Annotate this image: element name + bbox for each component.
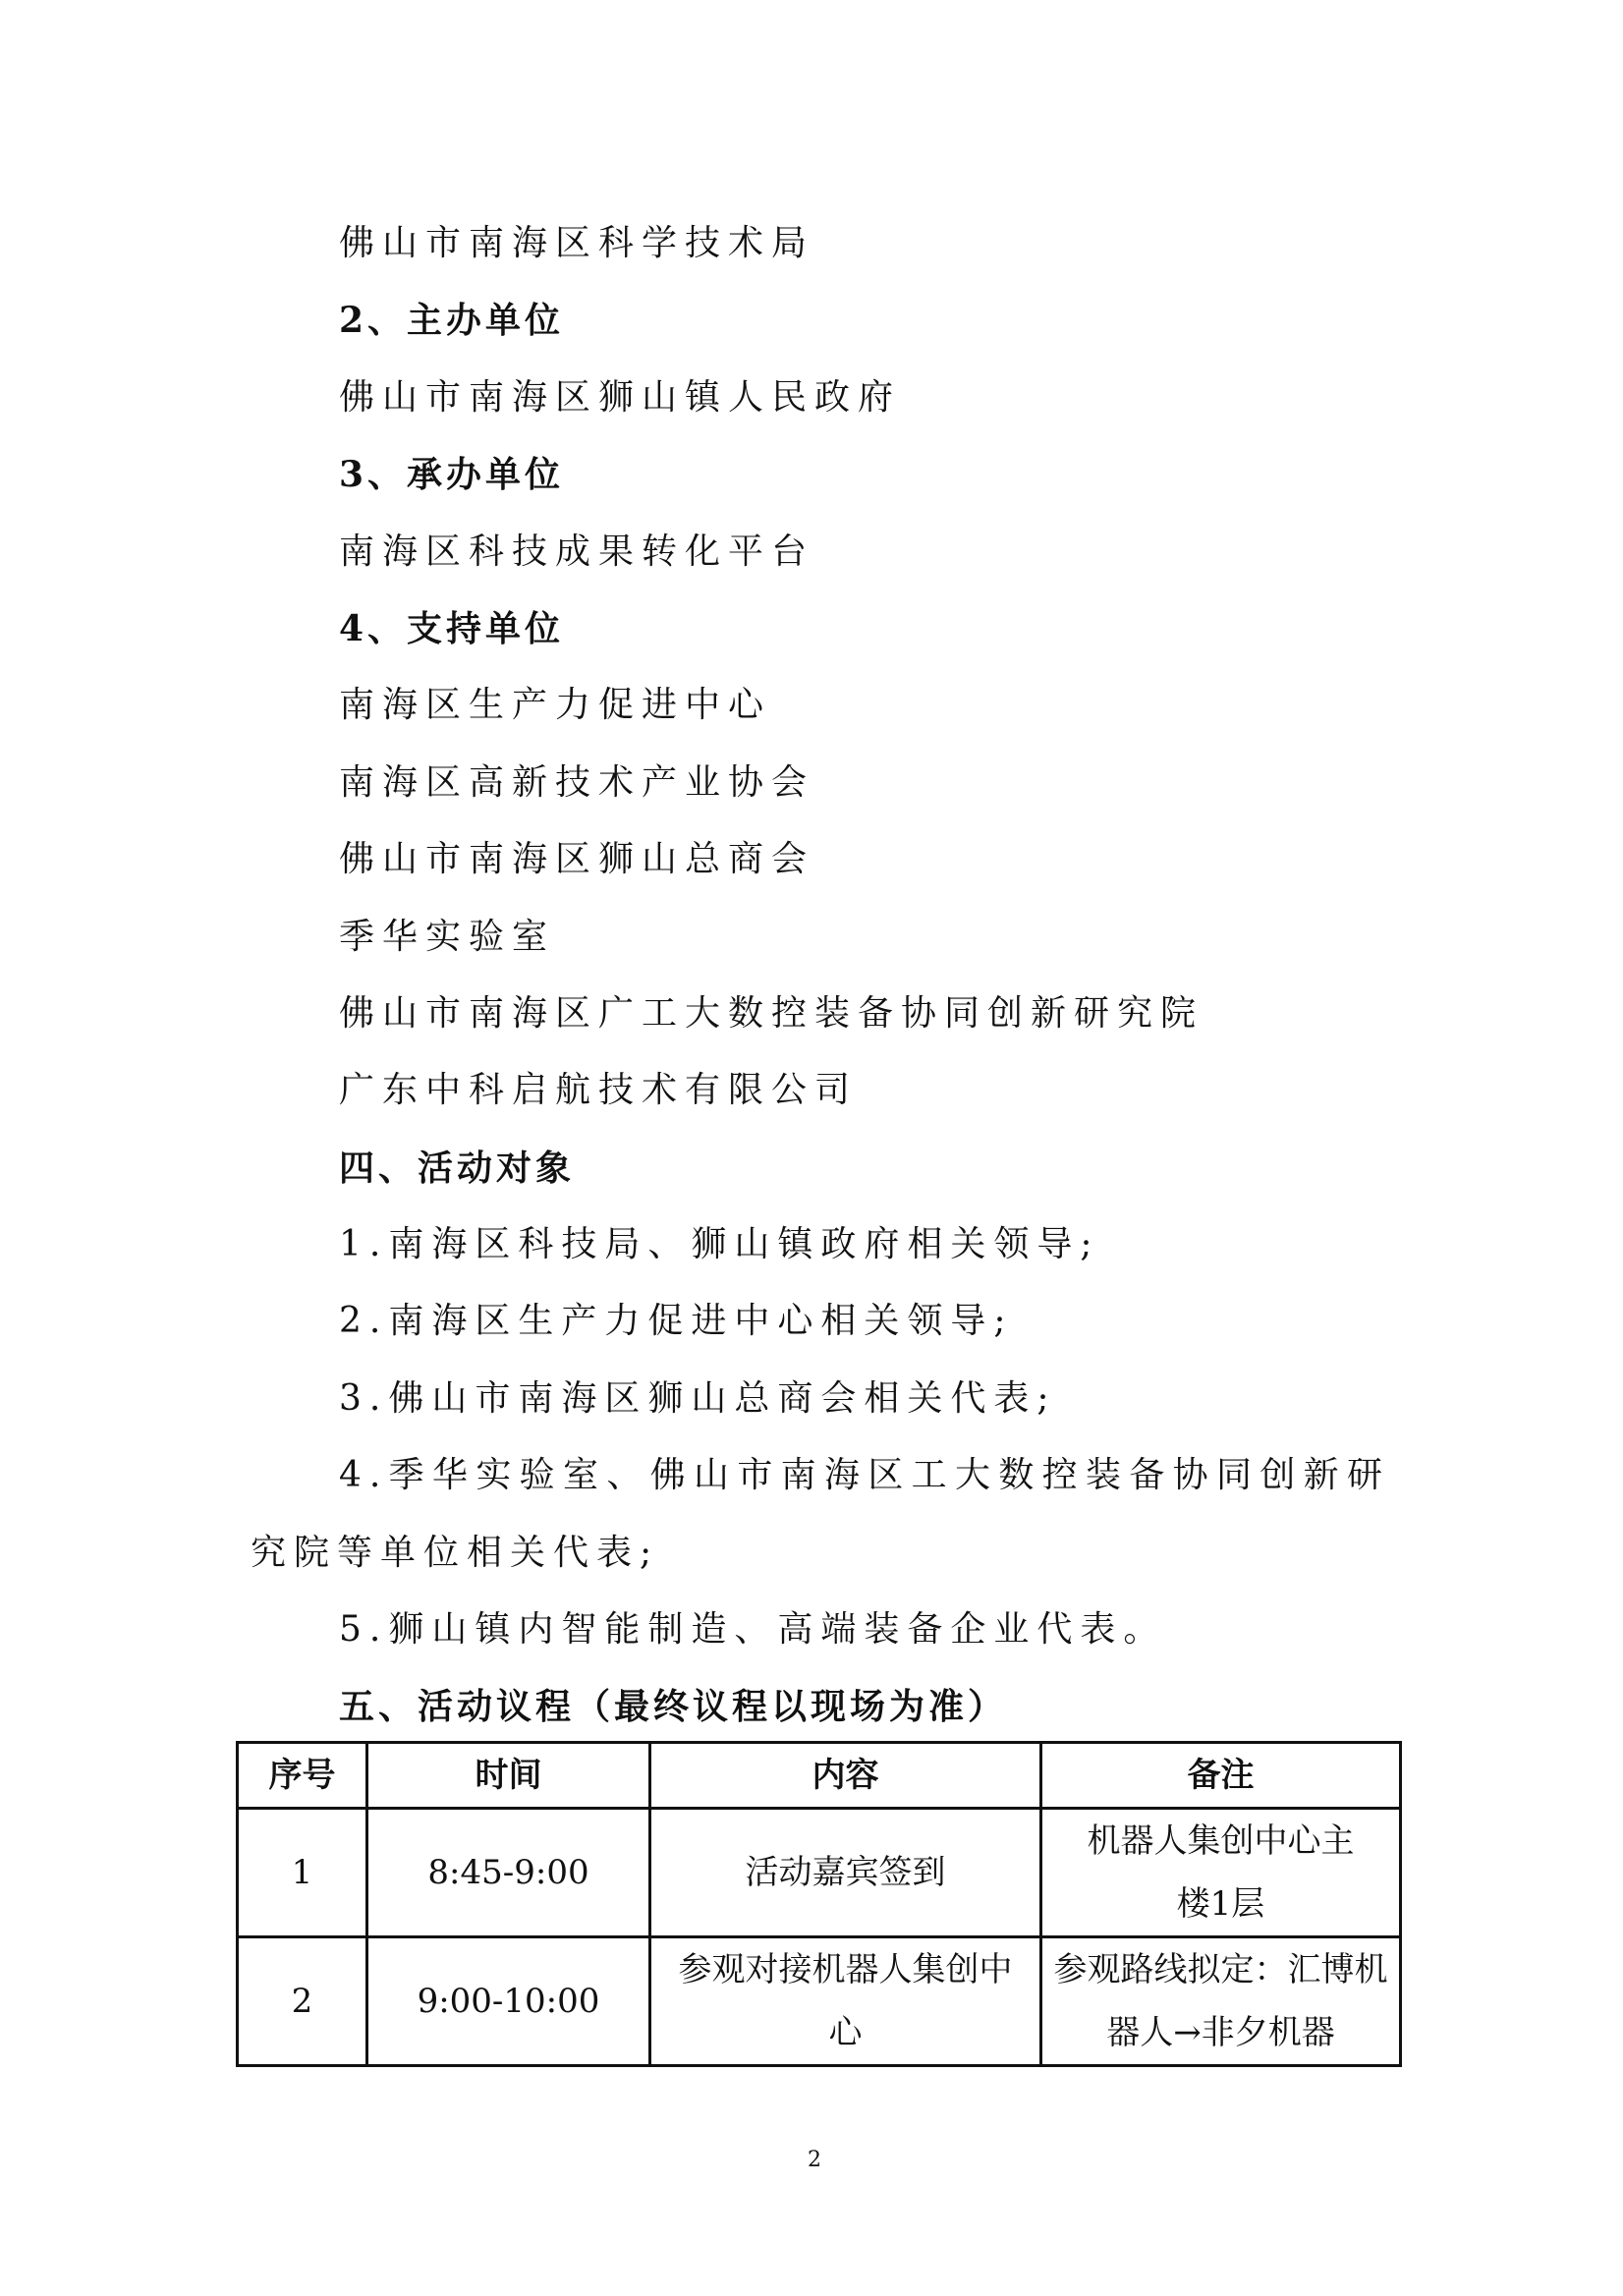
text-line: 3.佛山市南海区狮山总商会相关代表; <box>339 1377 1057 1419</box>
text-line: 4.季华实验室、佛山市南海区工大数控装备协同创新研 <box>339 1455 1390 1496</box>
document-body <box>251 205 1390 1746</box>
section-heading: 五、活动议程（最终议程以现场为准） <box>339 1686 1008 1728</box>
text-line: 佛山市南海区广工大数控装备协同创新研究院 <box>339 992 1204 1034</box>
text-line: 1.南海区科技局、狮山镇政府相关领导; <box>339 1224 1100 1265</box>
header-cell: 备注 <box>1041 1743 1401 1809</box>
page-number: 2 <box>808 2148 821 2172</box>
text-line: 南海区科技成果转化平台 <box>339 531 815 572</box>
table-cell: 机器人集创中心主楼1层 <box>1041 1809 1401 1937</box>
section-heading: 3、承办单位 <box>339 454 565 496</box>
header-cell: 内容 <box>650 1743 1041 1809</box>
text-line: 季华实验室 <box>339 916 556 957</box>
agenda-table <box>236 1741 1402 2067</box>
text-line: 南海区高新技术产业协会 <box>339 761 815 803</box>
section-heading: 4、支持单位 <box>339 607 565 649</box>
table-cell: 9:00-10:00 <box>367 1937 650 2066</box>
header-cell: 序号 <box>238 1743 367 1809</box>
table-row <box>238 1809 1401 1937</box>
table-cell: 8:45-9:00 <box>367 1809 650 1937</box>
table-cell: 2 <box>238 1937 367 2066</box>
section-heading: 四、活动对象 <box>339 1147 576 1189</box>
text-line: 佛山市南海区狮山总商会 <box>339 839 815 880</box>
table-cell: 参观路线拟定：汇博机器人→非夕机器 <box>1041 1937 1401 2066</box>
table-cell: 活动嘉宾签到 <box>650 1809 1041 1937</box>
table-cell: 1 <box>238 1809 367 1937</box>
text-line: 广东中科启航技术有限公司 <box>339 1070 859 1111</box>
section-heading: 2、主办单位 <box>339 300 565 342</box>
text-line: 5.狮山镇内智能制造、高端装备企业代表。 <box>339 1609 1167 1651</box>
text-line: 究院等单位相关代表; <box>251 1532 660 1573</box>
text-line: 南海区生产力促进中心 <box>339 685 772 726</box>
table-cell: 参观对接机器人集创中心 <box>650 1937 1041 2066</box>
table-row <box>238 1937 1401 2066</box>
text-line: 佛山市南海区科学技术局 <box>339 223 815 263</box>
text-line: 2.南海区生产力促进中心相关领导; <box>339 1301 1014 1342</box>
text-line: 佛山市南海区狮山镇人民政府 <box>339 376 902 418</box>
table-header-row <box>238 1743 1401 1809</box>
header-cell: 时间 <box>367 1743 650 1809</box>
